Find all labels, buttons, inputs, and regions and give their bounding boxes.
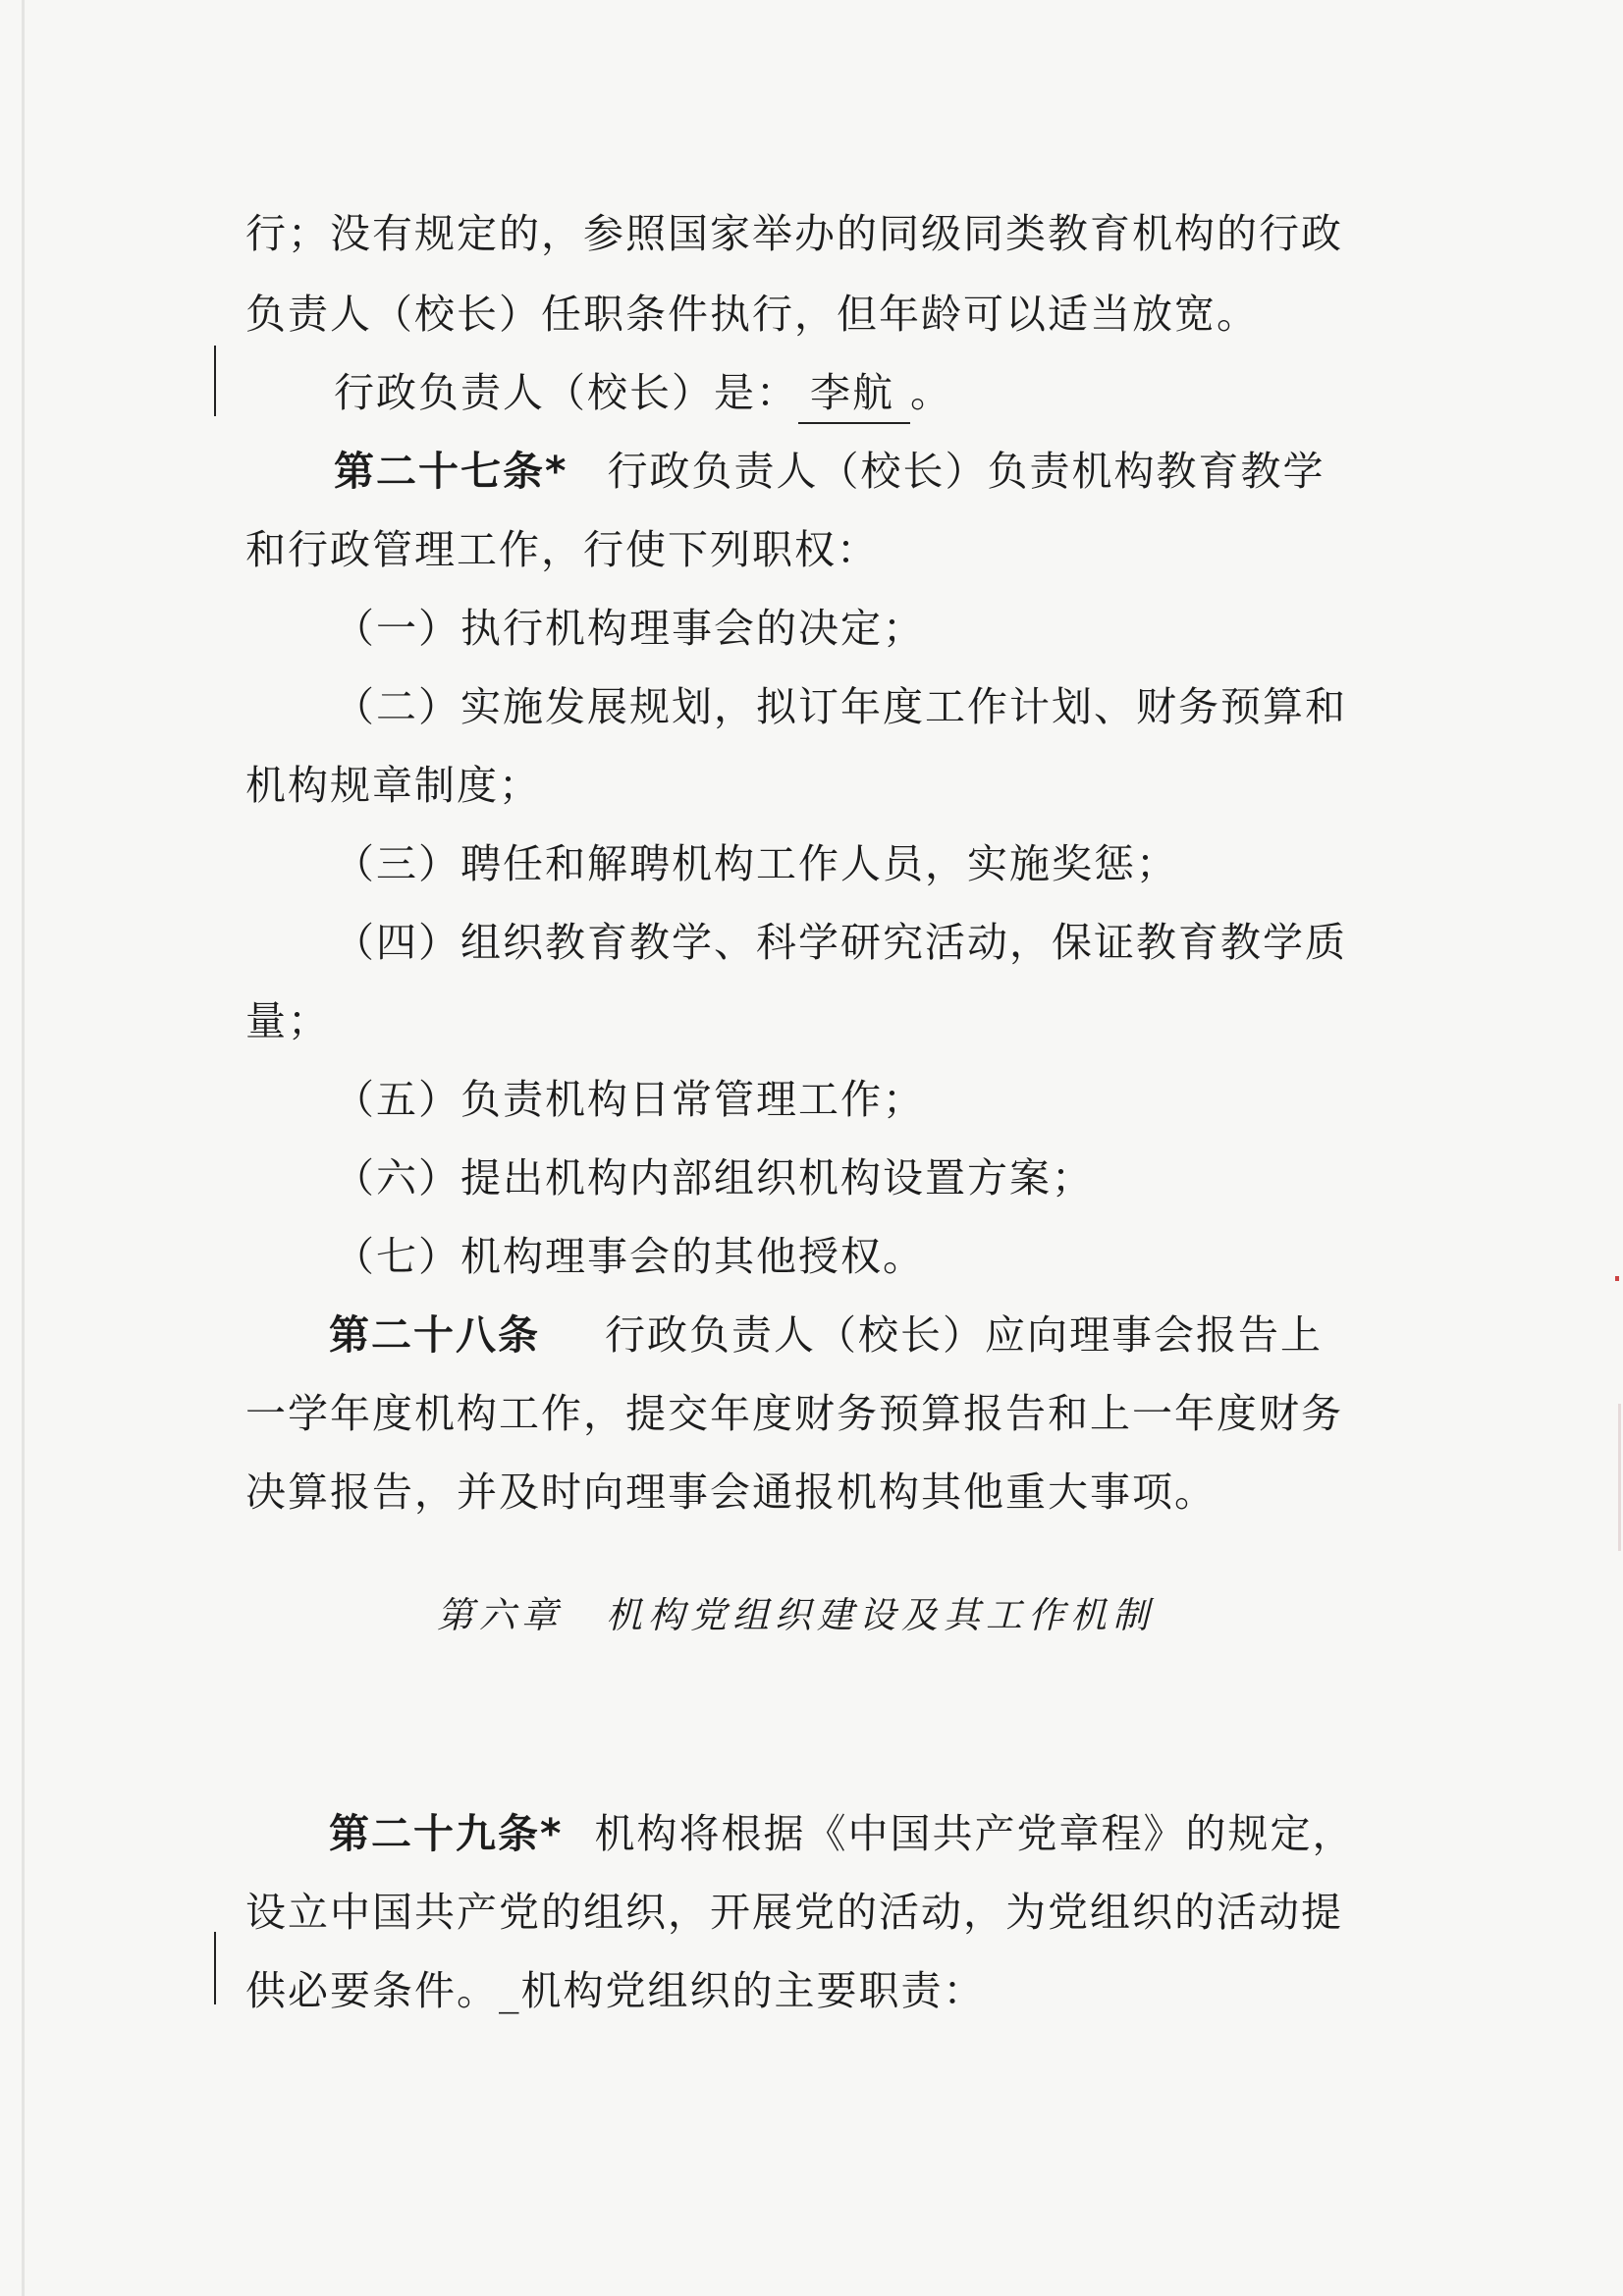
body-line: 供必要条件。_机构党组织的主要职责： — [245, 1967, 986, 2014]
revision-bar — [214, 1932, 216, 2004]
body-line: 一学年度机构工作，提交年度财务预算报告和上一年度财务 — [245, 1390, 1343, 1437]
principal-name: 李航 — [798, 363, 910, 424]
list-item: （四）组织教育教学、科学研究活动，保证教育教学质 — [334, 919, 1347, 966]
article-27-text: 行政负责人（校长）负责机构教育教学 — [607, 448, 1325, 495]
principal-line — [334, 363, 952, 424]
list-item-continuation: 机构规章制度； — [245, 762, 541, 809]
article-29-text: 机构将根据《中国共产党章程》的规定， — [594, 1810, 1355, 1857]
article-29-title: 第二十九条* — [329, 1810, 564, 1857]
article-28-text: 行政负责人（校长）应向理事会报告上 — [605, 1311, 1323, 1359]
list-item: （三）聘任和解聘机构工作人员，实施奖惩； — [334, 840, 1178, 887]
body-line: 设立中国共产党的组织，开展党的活动，为党组织的活动提 — [245, 1889, 1343, 1936]
revision-bar — [214, 346, 216, 416]
list-item: （一）执行机构理事会的决定； — [334, 605, 925, 652]
scan-edge-left — [22, 0, 25, 2296]
scan-mark — [1615, 1276, 1619, 1281]
list-item-continuation: 量； — [245, 997, 330, 1044]
principal-suffix: 。 — [910, 369, 952, 416]
list-item: （六）提出机构内部组织机构设置方案； — [334, 1154, 1094, 1201]
article-28-title: 第二十八条 — [329, 1311, 540, 1359]
principal-label: 行政负责人（校长）是： — [334, 369, 798, 416]
body-line: 负责人（校长）任职条件执行，但年龄可以适当放宽。 — [245, 291, 1259, 338]
body-line: 行；没有规定的，参照国家举办的同级同类教育机构的行政 — [245, 210, 1343, 257]
article-28-heading — [329, 1306, 1323, 1364]
article-27-heading — [334, 442, 1325, 501]
scan-edge-right — [1618, 1404, 1621, 1551]
article-27-title: 第二十七条* — [334, 448, 568, 495]
body-line: 决算报告，并及时向理事会通报机构其他重大事项。 — [245, 1468, 1217, 1516]
article-29-heading — [329, 1804, 1354, 1863]
list-item: （二）实施发展规划，拟订年度工作计划、财务预算和 — [334, 683, 1347, 730]
list-item: （五）负责机构日常管理工作； — [334, 1076, 925, 1123]
list-item: （七）机构理事会的其他授权。 — [334, 1233, 925, 1280]
body-line: 和行政管理工作，行使下列职权： — [245, 526, 879, 573]
chapter-heading: 第六章 机构党组织建设及其工作机制 — [437, 1594, 1155, 1636]
